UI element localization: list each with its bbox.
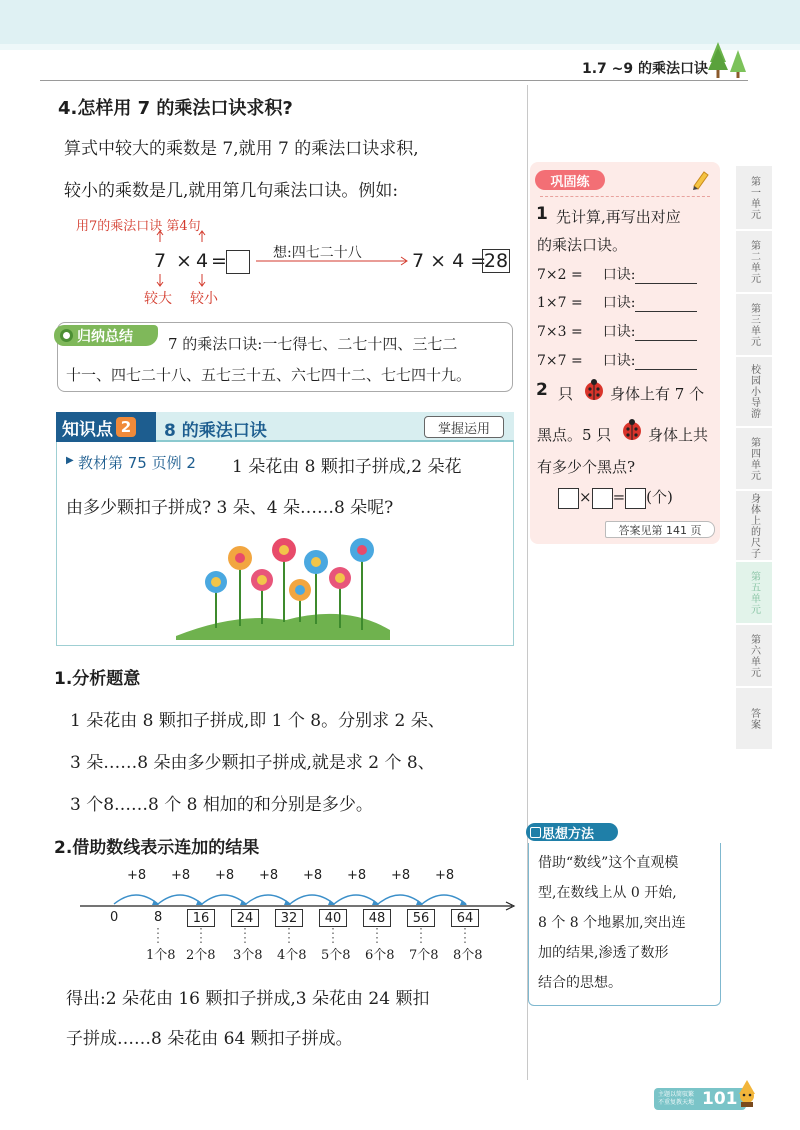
practice-item-expr: 7×3 = bbox=[537, 324, 583, 340]
practice-q2-equation: × = (个) bbox=[558, 486, 673, 509]
koujue-label: 口诀: bbox=[602, 295, 636, 311]
conclusion-line2: 子拼成……8 朵花由 64 颗扣子拼成。 bbox=[66, 1029, 353, 1049]
target-icon bbox=[60, 329, 73, 342]
summary-line1: 7 的乘法口诀:一七得七、二七十四、三七二 bbox=[168, 335, 458, 353]
plus8-label-8: +8 bbox=[435, 868, 455, 883]
practice-q1-line2: 的乘法口诀。 bbox=[537, 236, 628, 254]
diagram-eq-eq: = bbox=[211, 250, 227, 272]
plus8-label-4: +8 bbox=[259, 868, 279, 883]
diagram-eq-op: × bbox=[176, 250, 192, 272]
ladybug-icon bbox=[582, 378, 606, 402]
count-label: 5个8 bbox=[321, 948, 351, 963]
practice-q1-line1: 先计算,再写出对应 bbox=[556, 208, 681, 226]
koujue-answer-line[interactable] bbox=[635, 270, 697, 284]
knowledge-title: 8 的乘法口诀 bbox=[164, 421, 267, 441]
analysis-line1: 1 朵花由 8 颗扣子拼成,即 1 个 8。分别求 2 朵、 bbox=[70, 711, 445, 731]
koujue-answer-line[interactable] bbox=[635, 298, 697, 312]
numberline-value: 8 bbox=[154, 910, 163, 925]
analysis-line3: 3 个8……8 个 8 相加的和分别是多少。 bbox=[70, 795, 373, 815]
trees-icon bbox=[708, 40, 750, 80]
tab-unit-2[interactable]: 第二单元 bbox=[736, 231, 772, 293]
count-label: 3个8 bbox=[233, 948, 263, 963]
tab-unit-3[interactable]: 第三单元 bbox=[736, 294, 772, 356]
answer-reference: 答案见第 141 页 bbox=[605, 521, 715, 538]
section-title: 1.7 ~9 的乘法口诀 bbox=[581, 61, 708, 77]
knowledge-tag: 知识点 2 bbox=[56, 412, 156, 442]
diagram-top-label: 用7的乘法口诀 第4句 bbox=[76, 219, 201, 234]
think-line5: 结合的思想。 bbox=[538, 975, 622, 991]
koujue-answer-line[interactable] bbox=[635, 356, 697, 370]
numberline-value-box: 16 bbox=[187, 909, 215, 927]
practice-item bbox=[537, 264, 697, 284]
section4-heading: 4.怎样用 7 的乘法口诀求积? bbox=[58, 98, 293, 119]
practice-item-expr: 1×7 = bbox=[537, 295, 583, 311]
footer-slogan-2: 不重复教天地 bbox=[658, 1099, 695, 1106]
numberline-value-box: 40 bbox=[319, 909, 347, 927]
summary-line2: 十一、四七二十八、五七三十五、六七四十二、七七四十九。 bbox=[66, 366, 472, 384]
diagram-arrow-text: 想:四七二十八 bbox=[273, 245, 362, 261]
practice-q1-number: 1 bbox=[536, 204, 548, 224]
summary-tag: 归纳总结 bbox=[54, 325, 158, 346]
count-label: 6个8 bbox=[365, 948, 395, 963]
section4-line1: 算式中较大的乘数是 7,就用 7 的乘法口诀求积, bbox=[64, 139, 419, 159]
diagram-blank-box bbox=[226, 250, 250, 274]
diagram-result-box: 28 bbox=[483, 250, 509, 272]
tab-unit-1[interactable]: 第一单元 bbox=[736, 166, 772, 230]
knowledge-badge: 掌握运用 bbox=[424, 416, 504, 438]
practice-q2-line2a: 黑点。5 只 bbox=[537, 426, 612, 444]
practice-item bbox=[537, 350, 697, 370]
diagram-eq-a: 7 bbox=[154, 250, 167, 272]
numberline-value-box: 56 bbox=[407, 909, 435, 927]
plus8-label-1: +8 bbox=[127, 868, 147, 883]
mascot-icon bbox=[736, 1078, 758, 1108]
answer-box[interactable] bbox=[558, 488, 579, 509]
diagram-label-big: 较大 bbox=[144, 291, 172, 307]
knowledge-q2: 由多少颗扣子拼成? 3 朵、4 朵……8 朵呢? bbox=[66, 498, 394, 518]
analysis-line2: 3 朵……8 朵由多少颗扣子拼成,就是求 2 个 8、 bbox=[70, 753, 435, 773]
footer-slogan-1: 主题以简驭繁 bbox=[658, 1091, 695, 1098]
numberline-value-box: 48 bbox=[363, 909, 391, 927]
tab-unit-6[interactable]: 第六单元 bbox=[736, 625, 772, 687]
diagram-label-small: 较小 bbox=[190, 291, 218, 307]
numberline-value-box: 32 bbox=[275, 909, 303, 927]
header-band bbox=[0, 0, 800, 50]
answer-box[interactable] bbox=[625, 488, 646, 509]
plus8-label-3: +8 bbox=[215, 868, 235, 883]
tab-campus-guide[interactable]: 校园小导游 bbox=[736, 357, 772, 427]
plus8-label-2: +8 bbox=[171, 868, 191, 883]
diagram-eq-b: 4 bbox=[196, 250, 209, 272]
numberline-heading: 2.借助数线表示连加的结果 bbox=[54, 838, 260, 858]
koujue-label: 口诀: bbox=[602, 324, 636, 340]
koujue-answer-line[interactable] bbox=[635, 327, 697, 341]
practice-item bbox=[537, 292, 697, 312]
page-number: 101 bbox=[702, 1089, 738, 1109]
think-line3: 8 个 8 个地累加,突出连 bbox=[538, 915, 686, 931]
tab-unit-4[interactable]: 第四单元 bbox=[736, 428, 772, 490]
count-label: 8个8 bbox=[453, 948, 483, 963]
diagram-result-eq: 7 × 4 = bbox=[412, 250, 487, 272]
plus8-label-6: +8 bbox=[347, 868, 367, 883]
tab-answers[interactable]: 答案 bbox=[736, 688, 772, 750]
analysis-heading: 1.分析题意 bbox=[54, 669, 141, 689]
practice-item-expr: 7×7 = bbox=[537, 353, 583, 369]
practice-item bbox=[537, 321, 697, 341]
practice-tag: 巩固练 bbox=[535, 170, 605, 190]
numberline-value-box: 64 bbox=[451, 909, 479, 927]
think-line4: 加的结果,渗透了数形 bbox=[538, 945, 669, 961]
count-label: 4个8 bbox=[277, 948, 307, 963]
practice-item-expr: 7×2 = bbox=[537, 267, 583, 283]
ladybug-icon bbox=[620, 418, 644, 442]
practice-q2-a: 只 bbox=[558, 385, 574, 403]
think-line2: 型,在数线上从 0 开始, bbox=[538, 885, 677, 901]
knowledge-number: 2 bbox=[116, 417, 136, 437]
knowledge-ref: 教材第 75 页例 2 bbox=[78, 454, 196, 472]
answer-box[interactable] bbox=[592, 488, 613, 509]
practice-q2-line3: 有多少个黑点? bbox=[537, 458, 636, 476]
practice-divider bbox=[540, 196, 710, 197]
pencil-icon bbox=[690, 168, 710, 190]
tab-body-ruler[interactable]: 身体上的尺子 bbox=[736, 491, 772, 561]
header-rule bbox=[40, 80, 748, 81]
plus8-label-7: +8 bbox=[391, 868, 411, 883]
practice-q2-b: 身体上有 7 个 bbox=[610, 385, 705, 403]
triangle-bullet-icon: ▶ bbox=[66, 455, 74, 466]
think-line1: 借助“数线”这个直观模 bbox=[538, 855, 679, 871]
koujue-label: 口诀: bbox=[602, 267, 636, 283]
conclusion-line1: 得出:2 朵花由 16 颗扣子拼成,3 朵花由 24 颗扣 bbox=[66, 989, 430, 1009]
count-label: 7个8 bbox=[409, 948, 439, 963]
knowledge-q1: 1 朵花由 8 颗扣子拼成,2 朵花 bbox=[232, 457, 462, 477]
numberline-zero: 0 bbox=[110, 910, 119, 925]
section4-line2: 较小的乘数是几,就用第几句乘法口诀。例如: bbox=[64, 181, 399, 201]
page-number-badge bbox=[654, 1088, 746, 1110]
koujue-label: 口诀: bbox=[602, 353, 636, 369]
count-label: 2个8 bbox=[186, 948, 216, 963]
count-label: 1个8 bbox=[146, 948, 176, 963]
numberline-dotted-guides bbox=[150, 928, 490, 944]
numberline-value-box: 24 bbox=[231, 909, 259, 927]
flowers-illustration bbox=[176, 532, 396, 640]
think-method-tag: 思想方法 bbox=[526, 823, 618, 841]
plus8-label-5: +8 bbox=[303, 868, 323, 883]
practice-q2-number: 2 bbox=[536, 380, 548, 400]
tab-unit-5[interactable]: 第五单元 bbox=[736, 562, 772, 624]
practice-q2-line2b: 身体上共 bbox=[648, 426, 709, 444]
